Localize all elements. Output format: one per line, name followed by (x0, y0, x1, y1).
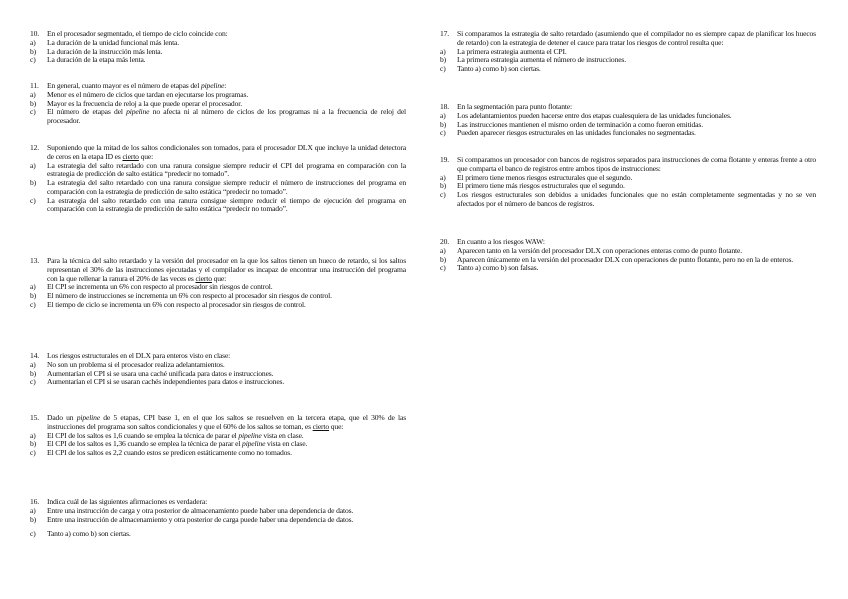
option-a: a) No son un problema si el procesador realiza adelantamientos. (30, 359, 225, 369)
option-a: a) Menor es el número de ciclos que tardan en ejecutarse los programas. (30, 89, 249, 99)
option-c: c) El número de etapas del pipeline no afecta ni al número de ciclos de los programas ni a la frecuencia de reloj del procesador. (30, 107, 406, 125)
option-a: a) El primero tiene menos riesgos estructurales que el segundo. (440, 172, 633, 182)
option-a: a) Entre una instrucción de carga y otra posterior de almacenamiento puede haber una dependencia de datos. (30, 505, 354, 515)
option-b: b) El CPI de los saltos es 1,36 cuando se emplea la técnica de parar el pipeline vista en clase. (30, 439, 308, 449)
question-stem: 10. En el procesador segmentado, el tiempo de ciclo coincide con: (30, 29, 228, 38)
question-number: 18. (440, 102, 450, 111)
option-b: b) Mayor es la frecuencia de reloj a la que puede operar el procesador. (30, 98, 242, 108)
question-number: 13. (30, 256, 40, 265)
question-19 (440, 156, 816, 209)
option-c: c) Tanto a) como b) son ciertas. (440, 64, 541, 73)
option-a: a) El CPI se incrementa un 6% con respecto al procesador sin riesgos de control. (30, 282, 273, 292)
question-stem: 17. Si comparamos la estrategia de salto retardado (asumiendo que el compilador no es siempre capaz de planificar los huecos de retardo) con la estrategia de detener el cauce para tratar los riesgos de control resulta que: (440, 29, 816, 47)
option-a: a) Aparecen tanto en la versión del procesador DLX con operaciones enteras como de punto flotante. (440, 245, 742, 255)
option-c: c) Tanto a) como b) son falsas. (440, 263, 539, 273)
question-number: 11. (30, 81, 39, 90)
question-16 (30, 498, 406, 539)
question-number: 17. (440, 29, 450, 38)
question-stem: 18. En la segmentación para punto flotante: (440, 102, 572, 111)
option-b: b) Las instrucciones mantienen el mismo orden de terminación a como fueron emitidas. (440, 119, 703, 129)
question-10 (30, 30, 406, 65)
option-b: b) El primero tiene más riesgos estructurales que el segundo. (440, 181, 625, 191)
option-c: c) Pueden aparecer riesgos estructurales en las unidades funcionales no segmentadas. (440, 128, 696, 138)
question-stem: 19. Si comparamos un procesador con bancos de registros separados para instrucciones de coma flotante y enteras frente a otro que comparta el banco de registros entre ambos tipos de instrucciones: (440, 155, 816, 173)
option-b: b) La duración de la instrucción más lenta. (30, 46, 163, 56)
question-number: 10. (30, 29, 40, 38)
option-b: b) La primera estrategia aumenta el número de instrucciones. (440, 55, 626, 65)
question-20 (440, 238, 816, 273)
option-b: b) Aumentarían el CPI si se usara una caché unificada para datos e instrucciones. (30, 368, 274, 378)
option-b: b) La estrategia del salto retardado con una ranura consigue siempre reducir el número de instrucciones del programa en comparación con la estrategia de predicción de salto estática “predecir no tomado”. (30, 178, 406, 196)
option-b: b) El número de instrucciones se incrementa un 6% con respecto al procesador sin riesgos de control. (30, 291, 332, 300)
question-number: 15. (30, 413, 40, 422)
question-17 (440, 30, 816, 74)
question-15 (30, 414, 406, 458)
question-stem: 16. Indica cuál de las siguientes afirmaciones es verdadera: (30, 497, 208, 506)
question-number: 20. (440, 237, 450, 246)
question-stem: 14. Los riesgos estructurales en el DLX para enteros visto en clase: (30, 351, 231, 360)
option-a: a) La estrategia del salto retardado con una ranura consigue siempre reducir el CPI del programa en comparación con la estrategia de predicción de salto estática “predecir no tomado”. (30, 160, 406, 179)
option-c: c) El CPI de los saltos es 2,2 cuando estos se predicen estáticamente como no tomados. (30, 448, 292, 457)
question-11 (30, 82, 406, 126)
question-stem: 11. En general, cuanto mayor es el número de etapas del pipeline: (30, 81, 227, 90)
option-c: c) Los riesgos estructurales son debidos a unidades funcionales que no están completamente segmentadas y no se ven afectados por el número de bancos de registros. (440, 190, 816, 208)
question-stem: 20. En cuanto a los riesgos WAW: (440, 237, 545, 246)
option-a: a) La primera estrategia aumenta el CPI. (440, 46, 567, 56)
option-c: c) El tiempo de ciclo se incrementa un 6% con respecto al procesador sin riesgos de control. (30, 299, 306, 309)
question-14 (30, 352, 406, 387)
question-12 (30, 144, 406, 214)
question-stem: 13. Para la técnica del salto retardado y la versión del procesador en la que los saltos tienen un hueco de retardo, si los saltos representan el 30% de las instrucciones ejecutadas y el compilador es incapaz de encontrar una instrucción del programa con la que rellenar la ranura el 20% de las veces es cierto que: (30, 256, 406, 283)
option-c: c) La duración de la etapa más lenta. (30, 55, 146, 65)
option-a: a) Los adelantamientos pueden hacerse entre dos etapas cualesquiera de las unidades funcionales. (440, 110, 732, 120)
question-18 (440, 103, 816, 138)
question-number: 12. (30, 143, 40, 152)
question-number: 19. (440, 155, 450, 164)
option-a: a) La duración de la unidad funcional más lenta. (30, 37, 179, 47)
question-stem: 12. Suponiendo que la mitad de los saltos condicionales son tomados, para el procesador DLX que incluye la unidad detectora de ceros en la etapa ID es cierto que: (30, 143, 406, 161)
option-b: b) Entre una instrucción de almacenamiento y otra posterior de carga puede haber una dependencia de datos. (30, 514, 354, 524)
option-b: b) Aparecen únicamente en la versión del procesador DLX con operaciones de punto flotante, pero no en la de enteros. (440, 254, 794, 264)
option-c: c) Tanto a) como b) son ciertas. (30, 529, 131, 539)
question-number: 14. (30, 351, 40, 360)
option-c: c) Aumentarían el CPI si se usaran cachés independientes para datos e instrucciones. (30, 377, 285, 387)
question-stem: 15. Dado un pipeline de 5 etapas, CPI base 1, en el que los saltos se resuelven en la tercera etapa, que el 30% de las instrucciones del programa son saltos condicionales y que el 60% de los saltos se toman, es cierto que: (30, 413, 407, 431)
question-number: 16. (30, 497, 40, 506)
option-c: c) La estrategia del salto retardado con una ranura consigue siempre reducir el tiempo de ejecución del programa en comparación con la estrategia de predicción de salto estática “predecir no tomado”. (30, 195, 406, 214)
option-a: a) El CPI de los saltos es 1,6 cuando se emplea la técnica de parar el pipeline vista en clase. (30, 430, 304, 440)
question-13 (30, 257, 406, 310)
